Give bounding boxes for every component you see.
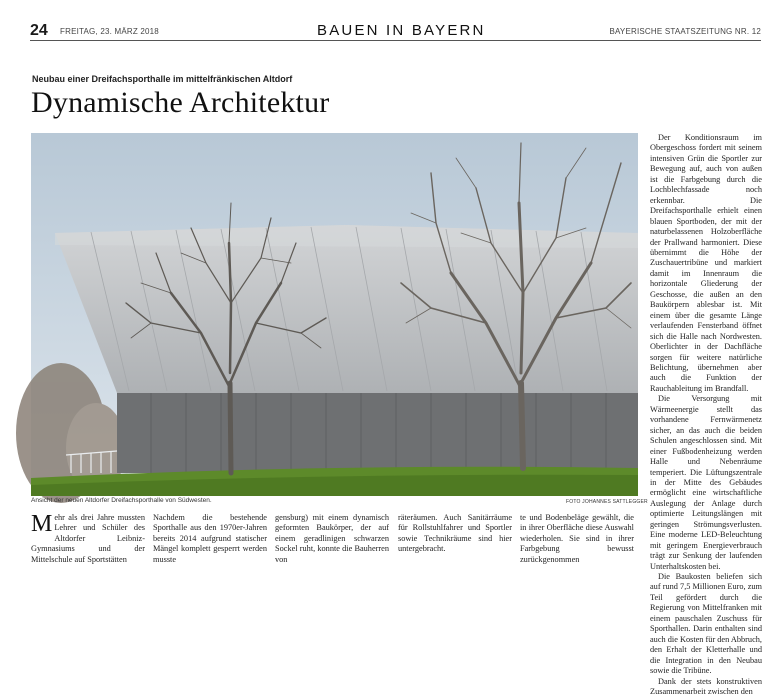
side-paragraph: Die Versorgung mit Wärmeenergie stellt das vorhandene Fernwärmenetz sicher, an das auch die beiden Schulen angeschlossen sind. Mit einer Fußbodenheizung werden Halle und Nebenräume temperiert. Die Lüftungszentrale in der Mitte des Gebäudes ermöglicht eine wirtschaftliche Auslegung der Anlage durch optimierte Leitungslängen mit geringen Strömungsverlusten. Eine moderne LED-Beleuchtung mit geringem Energieverbrauch trägt zur Senkung der laufenden Unterhaltskosten bei.	[650, 394, 762, 571]
photo-caption: Ansicht der neuen Altdorfer Dreifachsporthalle von Südwesten.	[31, 497, 212, 504]
header-rule	[30, 40, 761, 41]
photo-credit: FOTO JOHANNES SATTLEGGER	[566, 499, 648, 505]
drop-cap: M	[31, 511, 53, 537]
publication-name: BAYERISCHE STAATSZEITUNG NR. 12	[609, 27, 761, 36]
body-text: te und Bodenbeläge gewählt, die in ihrer Oberfläche diese Auswahl wiederholen. Sie sind in ihrer Farbgebung bewusst zurückgenommen	[520, 513, 634, 564]
side-paragraph: Dank der stets konstruktiven Zusammenarbeit zwischen den	[650, 676, 762, 697]
body-column-4	[398, 513, 512, 554]
article-kicker: Neubau einer Dreifachsporthalle im mittelfränkischen Altdorf	[32, 74, 293, 84]
page-number: 24	[30, 22, 48, 39]
body-text: Nachdem die bestehende Sporthalle aus den 1970er-Jahren bereits 2014 aufgrund statischer Mängel komplett gesperrt werden musste	[153, 513, 267, 564]
body-column-1	[31, 511, 145, 564]
section-title: BAUEN IN BAYERN	[317, 22, 486, 39]
side-paragraph: Der Konditionsraum im Obergeschoss fordert mit seinem intensiven Grün die Sportler zur Bewegung auf, auch von außen ist die Farbgebung durch die Lochblechfassade noch erkennbar. Die Dreifachsporthalle erhielt einen blauen Sportboden, der mit der naturbelassenen Holzoberfläche der Prallwand harmoniert. Diese übernimmt die Höhe der Zuschauertribüne und markiert damit im Innenraum die horizontale Gliederung der Geschosse, die außen an den Baukörpern ablesbar ist. Mit einem über die gesamte Länge verlaufenden Fensterband öffnet sich die Halle nach Nordwesten. Oberlichter in der Dachfläche sorgen für weitere natürliche Belichtung, übernehmen aber auch die Funktion der Rauchableitung im Brandfall.	[650, 133, 762, 393]
issue-date: FREITAG, 23. MÄRZ 2018	[60, 27, 159, 36]
building-roof	[55, 225, 638, 393]
building-base	[117, 393, 638, 473]
body-column-3	[275, 513, 389, 564]
body-text: gensburg) mit einem dynamisch geformten Baukörper, der auf einem geradlinigen schwarzen Sockel ruht, konnte die Bauherren von	[275, 513, 389, 564]
body-column-5	[520, 513, 634, 564]
page-header	[0, 0, 783, 40]
article-photo	[31, 133, 638, 496]
side-column	[650, 133, 762, 697]
body-text: räteräumen. Auch Sanitärräume für Rollstuhlfahrer und Sportler sowie Technikräume sind hier untergebracht.	[398, 513, 512, 554]
body-column-2	[153, 513, 267, 564]
body-text: ehr als drei Jahre mussten Lehrer und Schüler des Altdorfer Leibniz-Gymnasiums und der Mittelschule auf Sportstätten	[31, 513, 145, 564]
article-headline: Dynamische Architektur	[31, 86, 330, 119]
side-paragraph: Die Baukosten beliefen sich auf rund 7,5 Millionen Euro, zum Teil gefördert durch die Regierung von Mittelfranken mit einem pauschalen Zuschuss für Sporthallen. Darin enthalten sind auch die Kosten für den Abbruch, den Erhalt der Kletterhalle und die Integration in den Neubau sowie die Tribüne.	[650, 572, 762, 676]
